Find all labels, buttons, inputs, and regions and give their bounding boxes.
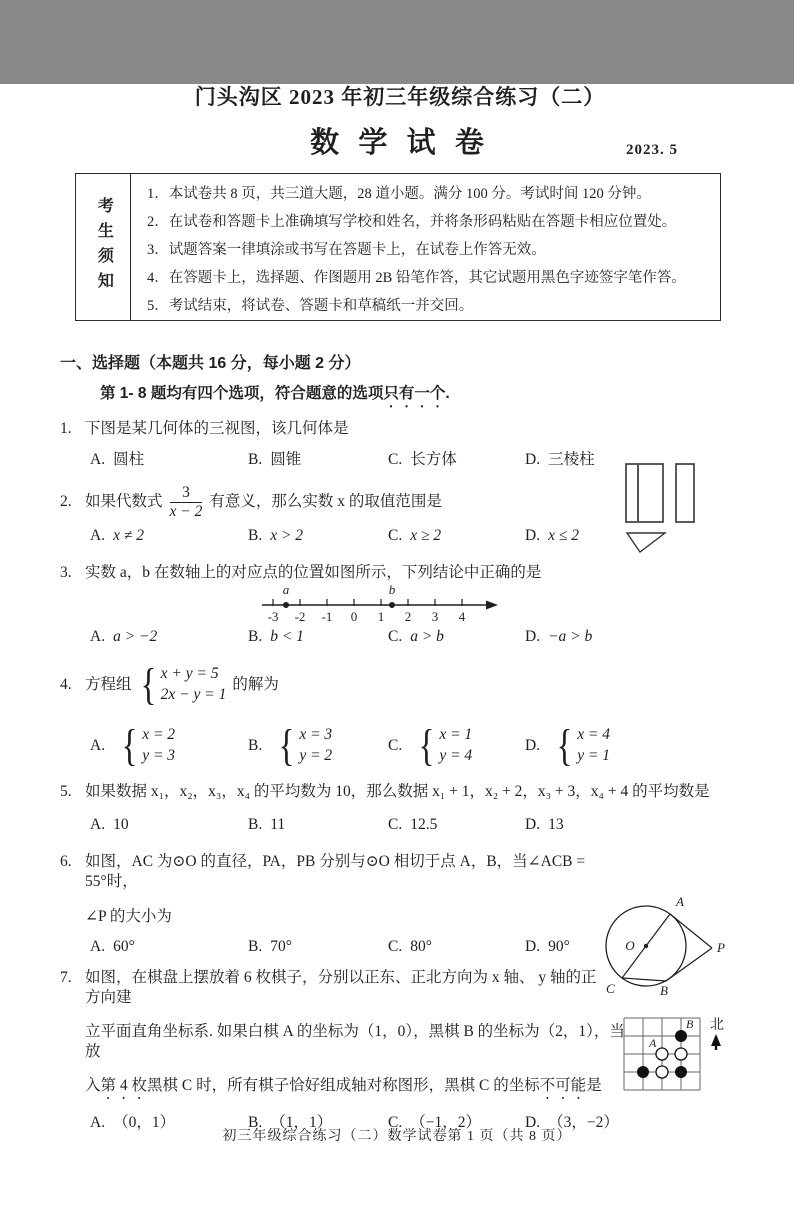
option-line1: x = 1 [439, 726, 473, 744]
notice-side-label [76, 174, 131, 320]
option-label: D. [525, 937, 541, 955]
label-a: A [676, 894, 684, 909]
option-b [248, 526, 388, 546]
option-label: A. [90, 815, 106, 833]
option-line2: y = 4 [439, 747, 473, 765]
question-text: 实数 a，b 在数轴上的对应点的位置如图所示，下列结论中正确的是 [85, 563, 542, 581]
option-label: D. [525, 451, 541, 469]
question-3-stem [60, 563, 740, 583]
option-text: （1，1） [270, 1114, 333, 1132]
notice-item: 4．在答题卡上，选择题、作图题用 2B 铅笔作答，其它试题用黑色字迹签字笔作答。 [147, 269, 686, 286]
option-a [90, 627, 248, 647]
tangent-pa [670, 914, 712, 948]
option-label: C. [388, 736, 403, 754]
option-a [90, 937, 248, 957]
equation-system [138, 660, 227, 709]
label-p: P [717, 940, 725, 955]
option-text: 三棱柱 [548, 451, 595, 469]
line3-emphasis-1: 第 4 枚 [100, 1077, 148, 1095]
north-label: 北 [710, 1018, 724, 1033]
label-o: O [625, 938, 635, 953]
exam-subject-title: 数 学 试 卷 [310, 127, 490, 160]
exam-date: 2023. 5 [626, 142, 678, 159]
option-line1: x = 3 [299, 726, 333, 744]
axis-arrow [486, 600, 498, 609]
exam-paper-page [0, 84, 794, 1206]
question-text-line1: 如图，在棋盘上摆放着 6 枚棋子，分别以正东、正北方向为 x 轴、 y 轴的正方向建 [85, 968, 597, 1006]
option-label: C. [388, 627, 403, 645]
option-label: C. [388, 815, 403, 833]
tick-label: 4 [458, 608, 466, 624]
question-7-stem-line3 [60, 1076, 630, 1103]
side-view-rect [676, 464, 694, 522]
question-7-stem [60, 968, 605, 1008]
question-text-suffix: 的解为 [232, 675, 279, 693]
option-a [90, 721, 248, 770]
line3-mid: 黑棋 C 时，所有棋子恰好组成轴对称图形，黑棋 C 的坐标 [147, 1077, 540, 1095]
tick-label: -1 [321, 608, 333, 624]
question-number: 5. [60, 782, 72, 800]
question-text-prefix: 方程组 [85, 675, 132, 693]
question-4-options [60, 720, 740, 772]
question-6-stem [60, 852, 605, 892]
point-b-dot [389, 602, 395, 608]
question-text-prefix: 如果代数式 [85, 493, 163, 511]
north-arrow-icon [711, 1034, 721, 1050]
equation-1: x + y = 5 [160, 665, 219, 683]
point-a-label: a [282, 581, 290, 597]
black-stone [637, 1066, 649, 1078]
question-number: 3. [60, 563, 72, 581]
point-a-dot [283, 602, 289, 608]
option-label: D. [525, 627, 541, 645]
brace-glyph: { [140, 660, 156, 709]
exam-title-row [60, 125, 740, 167]
option-b [248, 721, 388, 770]
point-b-label: b [388, 581, 396, 597]
tick-label: -2 [294, 608, 306, 624]
option-label: B. [248, 627, 263, 645]
option-text: a > b [410, 627, 444, 645]
option-c [388, 526, 525, 546]
brace-glyph: { [278, 721, 295, 770]
option-text: 60° [113, 937, 135, 955]
question-3-options [60, 627, 740, 647]
section-1-heading: 一、选择题（本题共 16 分，每小题 2 分） [60, 355, 361, 373]
question-number: 7. [60, 968, 72, 986]
option-label: D. [525, 527, 541, 545]
option-text: x ≠ 2 [113, 527, 144, 545]
notice-item: 2．在试卷和答题卡上准确填写学校和姓名，并将条形码粘贴在答题卡相应位置处。 [147, 213, 677, 230]
notice-item: 3．试题答案一律填涂或书写在答题卡上，在试卷上作答无效。 [147, 241, 546, 258]
option-line1: x = 4 [577, 726, 611, 744]
question-7-stem-line2: 立平面直角坐标系. 如果白棋 A 的坐标为（1，0），黑棋 B 的坐标为（2，1），当放 [85, 1022, 625, 1061]
option-d [525, 815, 740, 835]
instruction-prefix: 第 1- 8 题均有四个选项，符合题意的选项 [100, 385, 384, 403]
option-label: C. [388, 1114, 403, 1132]
option-text: 90° [548, 937, 570, 955]
question-number: 1. [60, 420, 72, 438]
notice-item: 5．考试结束，将试卷、答题卡和草稿纸一并交回。 [147, 297, 474, 314]
number-line-figure [260, 583, 500, 625]
option-label: D. [525, 815, 541, 833]
option-text: 长方体 [410, 451, 457, 469]
option-text: 80° [410, 937, 432, 955]
question-6-stem-line2: ∠P 的大小为 [85, 908, 172, 926]
notice-item: 1．本试卷共 8 页，共三道大题，28 道小题。满分 100 分。考试时间 120 分钟。 [147, 185, 651, 202]
chord-cb [622, 978, 666, 981]
question-4-stem [60, 659, 740, 711]
three-view-diagram [618, 454, 708, 556]
option-text: x > 2 [270, 527, 304, 545]
option-line1: x = 2 [142, 726, 176, 744]
top-view-triangle [627, 533, 665, 552]
option-d [525, 627, 740, 647]
black-stone-b [675, 1030, 687, 1042]
option-a [90, 450, 248, 470]
option-d [525, 721, 740, 770]
option-b [248, 450, 388, 470]
option-label: A. [90, 1114, 106, 1132]
question-number: 4. [60, 675, 72, 693]
question-text-suffix: 有意义，那么实数 x 的取值范围是 [209, 493, 442, 511]
page-footer: 初三年级综合练习（二）数学试卷第 1 页（共 8 页） [222, 1129, 572, 1144]
notice-items [131, 174, 720, 320]
option-text: （3，−2） [548, 1114, 619, 1132]
tick-label: -3 [267, 608, 279, 624]
candidate-notice-box [75, 173, 721, 321]
stone-label-b: B [686, 1017, 694, 1031]
option-text: a > −2 [113, 627, 158, 645]
fraction-numerator: 3 [170, 484, 203, 503]
option-c [388, 721, 525, 770]
option-label: C. [388, 451, 403, 469]
option-c [388, 450, 525, 470]
line3-prefix: 入 [85, 1077, 101, 1095]
question-text: 下图是某几何体的三视图，该几何体是 [85, 420, 349, 438]
option-text: 13 [548, 815, 564, 833]
notice-side-label-text: 考生须知 [95, 197, 113, 298]
fraction-denominator: x − 2 [169, 502, 203, 520]
circle-tangent-figure [592, 890, 747, 1005]
option-text: 圆柱 [113, 451, 145, 469]
option-label: B. [248, 1114, 263, 1132]
go-board-figure [620, 1014, 732, 1098]
black-stone [675, 1066, 687, 1078]
option-label: A. [90, 736, 106, 754]
option-label: A. [90, 937, 106, 955]
option-b [248, 937, 388, 957]
option-label: B. [248, 451, 263, 469]
option-label: A. [90, 627, 106, 645]
brace-glyph: { [418, 721, 435, 770]
option-c [388, 937, 525, 957]
exam-title-district: 门头沟区 2023 年初三年级综合练习（二） [194, 85, 606, 109]
question-number: 2. [60, 493, 72, 511]
brace-glyph: { [556, 721, 573, 770]
stone-label-a: A [649, 1036, 657, 1050]
fraction [170, 484, 203, 521]
question-5-stem [60, 782, 740, 802]
section-1-instruction [100, 384, 740, 411]
instruction-suffix: . [445, 385, 450, 403]
label-b: B [660, 983, 668, 998]
option-line2: y = 2 [299, 747, 333, 765]
white-stone [656, 1066, 668, 1078]
option-label: A. [90, 451, 106, 469]
instruction-emphasis: 只有一个 [383, 385, 446, 403]
question-5-options [60, 815, 740, 835]
option-line2: y = 1 [577, 747, 611, 765]
label-c: C [606, 981, 615, 996]
option-c [388, 815, 525, 835]
question-number: 6. [60, 853, 72, 871]
tick-label: 2 [404, 608, 412, 624]
brace-glyph: { [121, 721, 138, 770]
tick-label: 3 [431, 608, 439, 624]
option-label: B. [248, 527, 263, 545]
option-text: 圆锥 [270, 451, 302, 469]
question-1-stem [60, 419, 740, 439]
option-a [90, 526, 248, 546]
option-b [248, 815, 388, 835]
equation-2: 2x − y = 1 [160, 686, 227, 704]
option-label: C. [388, 937, 403, 955]
option-c [388, 627, 525, 647]
option-text: 10 [113, 815, 129, 833]
option-label: D. [525, 1114, 541, 1132]
option-text: x ≤ 2 [548, 527, 579, 545]
option-label: D. [525, 736, 541, 754]
tick-label: 0 [350, 608, 358, 624]
tick-label: 1 [377, 608, 385, 624]
tangent-pb [666, 948, 712, 981]
option-label: A. [90, 527, 106, 545]
option-a [90, 815, 248, 835]
line3-suffix: 是 [586, 1077, 602, 1095]
option-line2: y = 3 [142, 747, 176, 765]
front-view-rect [626, 464, 663, 522]
option-label: C. [388, 527, 403, 545]
question-text: 如果数据 x₁，x₂，x₃，x₄ 的平均数为 10，那么数据 x₁ + 1，x₂ + 2，x₃ + 3，x₄ + 4 的平均数是 [85, 782, 710, 800]
option-text: b < 1 [270, 627, 304, 645]
question-text-line1: 如图，AC 为⊙O 的直径，PA，PB 分别与⊙O 相切于点 A，B，当∠ACB = 55°时， [85, 853, 586, 891]
white-stone-a [656, 1048, 668, 1060]
option-label: B. [248, 736, 263, 754]
option-text: 11 [270, 815, 286, 833]
line3-emphasis-2: 不可能 [539, 1077, 587, 1095]
option-text: −a > b [548, 627, 593, 645]
white-stone [675, 1048, 687, 1060]
option-b [248, 627, 388, 647]
option-text: 70° [270, 937, 292, 955]
option-text: （0，1） [113, 1114, 176, 1132]
option-label: B. [248, 937, 263, 955]
option-text: x ≥ 2 [410, 527, 442, 545]
option-label: B. [248, 815, 263, 833]
option-text: （−1，2） [410, 1114, 481, 1132]
option-text: 12.5 [410, 815, 438, 833]
